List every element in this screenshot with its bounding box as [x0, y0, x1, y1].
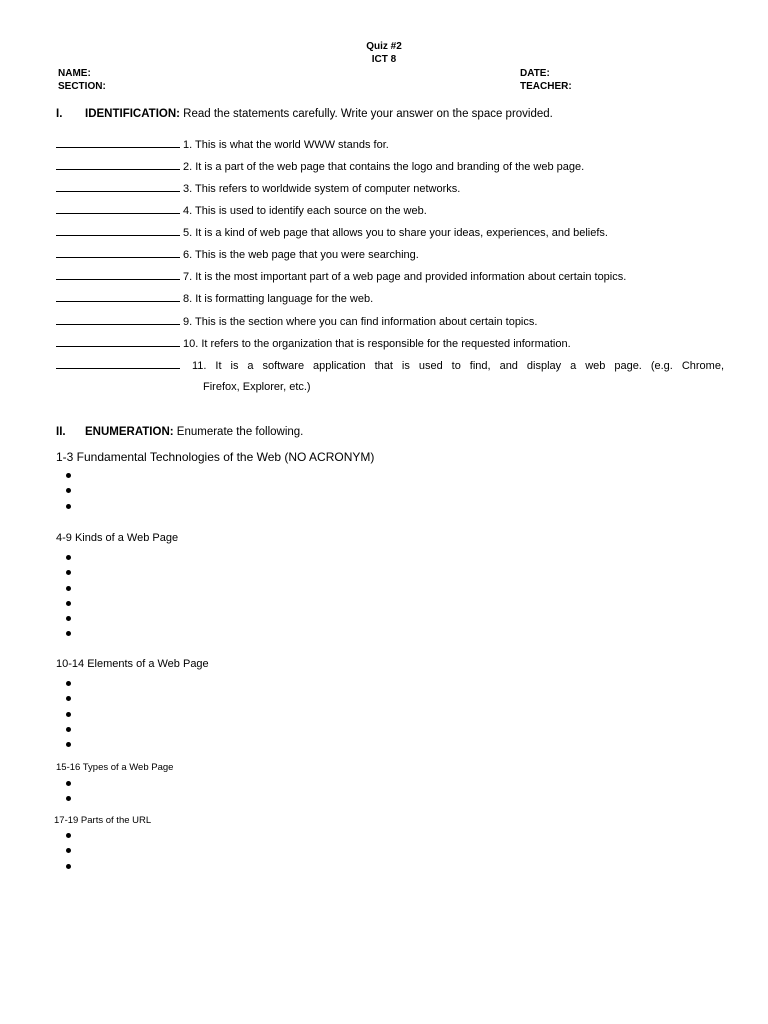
enum-group-heading-5: 17-19 Parts of the URL — [54, 815, 152, 826]
answer-blank[interactable] — [56, 246, 180, 258]
answer-blank[interactable] — [56, 136, 180, 148]
question-row-3 — [56, 180, 460, 195]
answer-blank[interactable] — [56, 202, 180, 214]
question-text-continued: Firefox, Explorer, etc.) — [203, 381, 311, 393]
question-text: 3. This refers to worldwide system of computer networks. — [183, 183, 461, 195]
question-row-4 — [56, 202, 427, 217]
answer-blank[interactable] — [56, 313, 180, 325]
section-label: SECTION: — [58, 81, 106, 92]
answer-blank[interactable] — [56, 335, 180, 347]
question-text: 8. It is formatting language for the web. — [183, 293, 374, 305]
answer-blank[interactable] — [56, 268, 180, 280]
question-text: 1. This is what the world WWW stands for. — [183, 139, 389, 151]
enum-group-heading-2: 4-9 Kinds of a Web Page — [56, 532, 179, 544]
question-text: 9. This is the section where you can find information about certain topics. — [183, 316, 538, 328]
answer-blank[interactable] — [56, 180, 180, 192]
date-label: DATE: — [520, 68, 550, 79]
part1-numeral: I. — [56, 108, 63, 120]
question-row-1 — [56, 136, 389, 151]
question-row-8 — [56, 290, 373, 305]
teacher-label: TEACHER: — [520, 81, 572, 92]
question-row-6 — [56, 246, 419, 261]
question-text: 4. This is used to identify each source on the web. — [183, 205, 427, 217]
quiz-subject: ICT 8 — [371, 54, 397, 65]
answer-blank[interactable] — [56, 357, 180, 369]
question-row-5 — [56, 224, 608, 239]
question-row-10 — [56, 335, 571, 350]
part2-instruction: Enumerate the following. — [173, 426, 304, 438]
identification-heading — [56, 108, 553, 120]
question-text: 11. It is a software application that is used to find, and display a web page. (e.g. Chrome, — [191, 360, 724, 372]
enum-group-heading-4: 15-16 Types of a Web Page — [56, 762, 174, 773]
answer-blank[interactable] — [56, 158, 180, 170]
part1-keyword: IDENTIFICATION: — [85, 108, 180, 120]
question-row-11 — [56, 357, 724, 393]
question-text: 2. It is a part of the web page that contains the logo and branding of the web page. — [183, 161, 585, 173]
enum-group-heading-1: 1-3 Fundamental Technologies of the Web (NO ACRONYM) — [56, 450, 375, 464]
question-text: 7. It is the most important part of a web page and provided information about certain topics. — [183, 271, 627, 283]
quiz-title: Quiz #2 — [366, 41, 402, 52]
question-text: 5. It is a kind of web page that allows you to share your ideas, experiences, and beliefs. — [183, 227, 608, 239]
enum-group-heading-3: 10-14 Elements of a Web Page — [56, 658, 209, 670]
answer-blank[interactable] — [56, 290, 180, 302]
question-row-9 — [56, 313, 537, 328]
question-text: 10. It refers to the organization that is responsible for the requested information. — [183, 338, 571, 350]
part2-numeral: II. — [56, 426, 66, 438]
question-text: 6. This is the web page that you were searching. — [183, 249, 419, 261]
question-row-2 — [56, 158, 584, 173]
enumeration-heading — [56, 426, 303, 438]
part1-instruction: Read the statements carefully. Write your answer on the space provided. — [179, 108, 553, 120]
name-label: NAME: — [58, 68, 91, 79]
part2-keyword: ENUMERATION: — [85, 426, 174, 438]
question-row-7 — [56, 268, 626, 283]
answer-blank[interactable] — [56, 224, 180, 236]
